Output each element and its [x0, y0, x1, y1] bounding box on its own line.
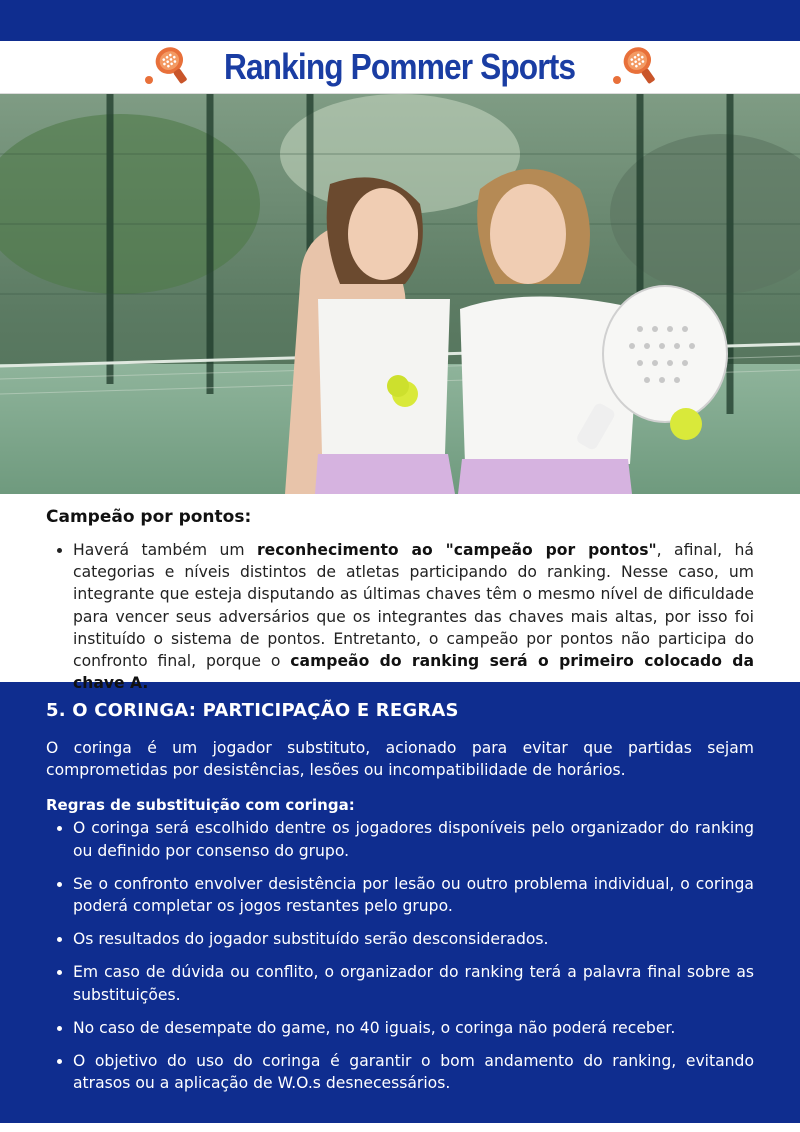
coringa-intro: O coringa é um jogador substituto, acionado para evitar que partidas sejam comprometidas por desistências, lesões ou incompatibilidade de horários.	[46, 739, 754, 780]
list-item: • Se o confronto envolver desistência por lesão ou outro problema individual, o coringa poderá completar os jogos restantes pelo grupo.	[73, 873, 754, 917]
campeao-list	[46, 539, 754, 694]
list-item: • No caso de desempate do game, no 40 iguais, o coringa não poderá receber.	[73, 1017, 754, 1039]
list-item: • O coringa será escolhido dentre os jogadores disponíveis pelo organizador do ranking ou definido por consenso do grupo.	[73, 817, 754, 861]
list-item: • Em caso de dúvida ou conflito, o organizador do ranking terá a palavra final sobre as substituições.	[73, 961, 754, 1005]
coringa-heading: 5. O CORINGA: PARTICIPAÇÃO E REGRAS	[46, 700, 459, 721]
header-bar	[0, 41, 800, 94]
page-title: Ranking Pommer Sports	[224, 46, 576, 87]
list-item: • O objetivo do uso do coringa é garantir o bom andamento do ranking, evitando atrasos ou a aplicação de W.O.s desnecessários.	[73, 1050, 754, 1094]
hero-photo	[0, 94, 800, 494]
campeao-text-1: Haverá também um	[73, 541, 257, 559]
top-band	[0, 0, 800, 41]
campeao-bold-1: reconhecimento ao "campeão por pontos"	[256, 541, 657, 559]
rules-heading: Regras de substituição com coringa:	[46, 796, 355, 815]
campeao-heading: Campeão por pontos:	[46, 507, 252, 527]
padel-racket-icon	[140, 45, 192, 89]
list-item: • Os resultados do jogador substituído serão desconsiderados.	[73, 928, 754, 950]
coringa-section	[0, 682, 800, 1123]
padel-racket-icon	[608, 45, 660, 89]
campeao-text-2: , afinal, há categorias e níveis distintos de atletas participando do ranking. Nesse caso, um integrante que esteja disputando as últimas chaves têm o mesmo nível de dificuldade para vencer seus adversários que os integrantes das chaves mais altas, por isso foi instituído o sistema de pontos. Entretanto, o campeão por pontos não participa do confronto final, porque o	[73, 541, 754, 671]
campeao-section	[0, 494, 800, 693]
list-item	[73, 539, 754, 694]
campeao-bold-2: campeão do ranking será o primeiro colocado da chave A.	[73, 652, 754, 693]
rules-list	[46, 817, 754, 1094]
